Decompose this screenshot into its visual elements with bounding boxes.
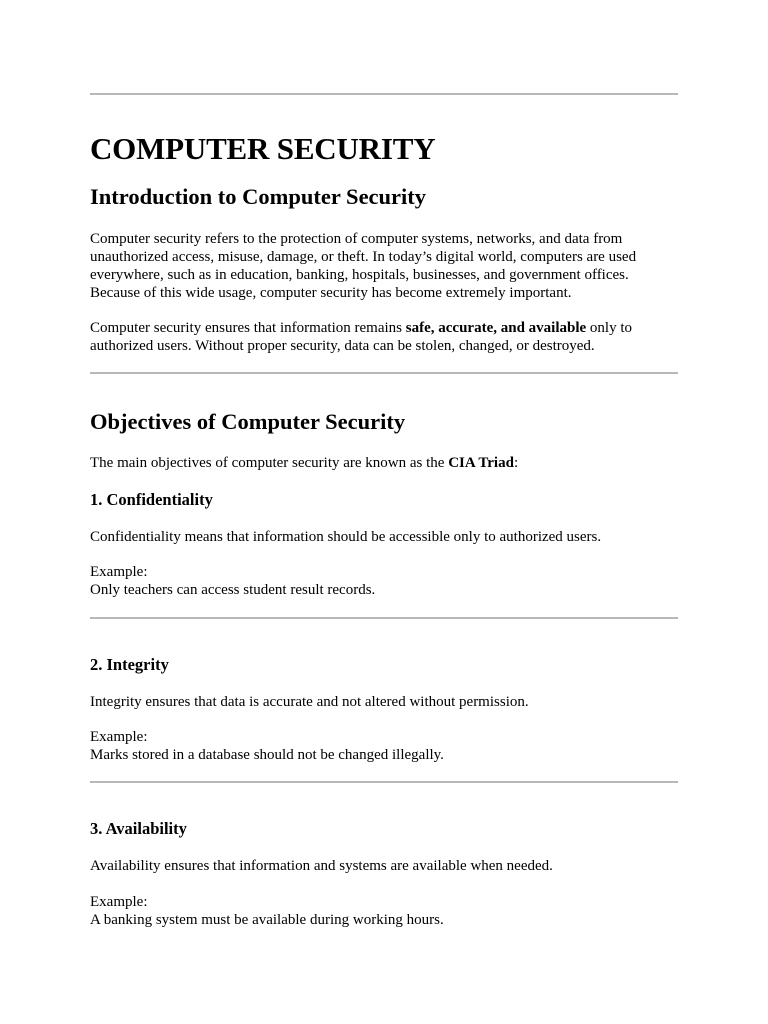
- intro-heading: Introduction to Computer Security: [90, 184, 427, 209]
- example-label: Example:: [90, 564, 148, 580]
- example-label: Example:: [90, 729, 148, 745]
- objectives-heading: Objectives of Computer Security: [90, 409, 406, 434]
- confidentiality-example: [90, 563, 678, 599]
- example-text: Marks stored in a database should not be changed illegally.: [90, 747, 444, 763]
- intro-paragraph-2-emphasis: safe, accurate, and available: [405, 320, 587, 336]
- example-label: Example:: [90, 894, 148, 910]
- objectives-lead-start: The main objectives of computer security are known as the: [90, 455, 449, 471]
- confidentiality-text: Confidentiality means that information should be accessible only to authorized users.: [90, 529, 602, 545]
- document-title: COMPUTER SECURITY: [90, 131, 436, 166]
- availability-text: Availability ensures that information and systems are available when needed.: [90, 858, 553, 874]
- objectives-lead-end: :: [513, 455, 519, 471]
- intro-paragraph-1: Computer security refers to the protection of computer systems, networks, and data from unauthorized access, misuse, damage, or theft. In today’s digital world, computers are used everywhere, such as in education, banking, hospitals, businesses, and government offices. Because of this wide usage, computer security has become extremely important.: [90, 231, 637, 301]
- integrity-example: [90, 728, 678, 764]
- horizontal-rule: [90, 617, 678, 619]
- objectives-lead: [90, 454, 678, 472]
- integrity-heading: 2. Integrity: [90, 655, 169, 674]
- confidentiality-heading: 1. Confidentiality: [90, 490, 213, 509]
- intro-paragraph-2-end: only to authorized users. Without proper security, data can be stolen, changed, or destroyed.: [90, 320, 633, 354]
- availability-example: [90, 893, 678, 929]
- availability-heading: 3. Availability: [90, 819, 187, 838]
- horizontal-rule: [90, 781, 678, 783]
- horizontal-rule: [90, 372, 678, 374]
- integrity-text: Integrity ensures that data is accurate and not altered without permission.: [90, 694, 529, 710]
- cia-triad-term: CIA Triad: [448, 455, 514, 471]
- example-text: A banking system must be available during working hours.: [90, 912, 444, 928]
- intro-paragraph-2-start: Computer security ensures that information remains: [90, 320, 406, 336]
- example-text: Only teachers can access student result records.: [90, 582, 376, 598]
- horizontal-rule: [90, 93, 678, 95]
- intro-paragraph-2: [90, 319, 678, 355]
